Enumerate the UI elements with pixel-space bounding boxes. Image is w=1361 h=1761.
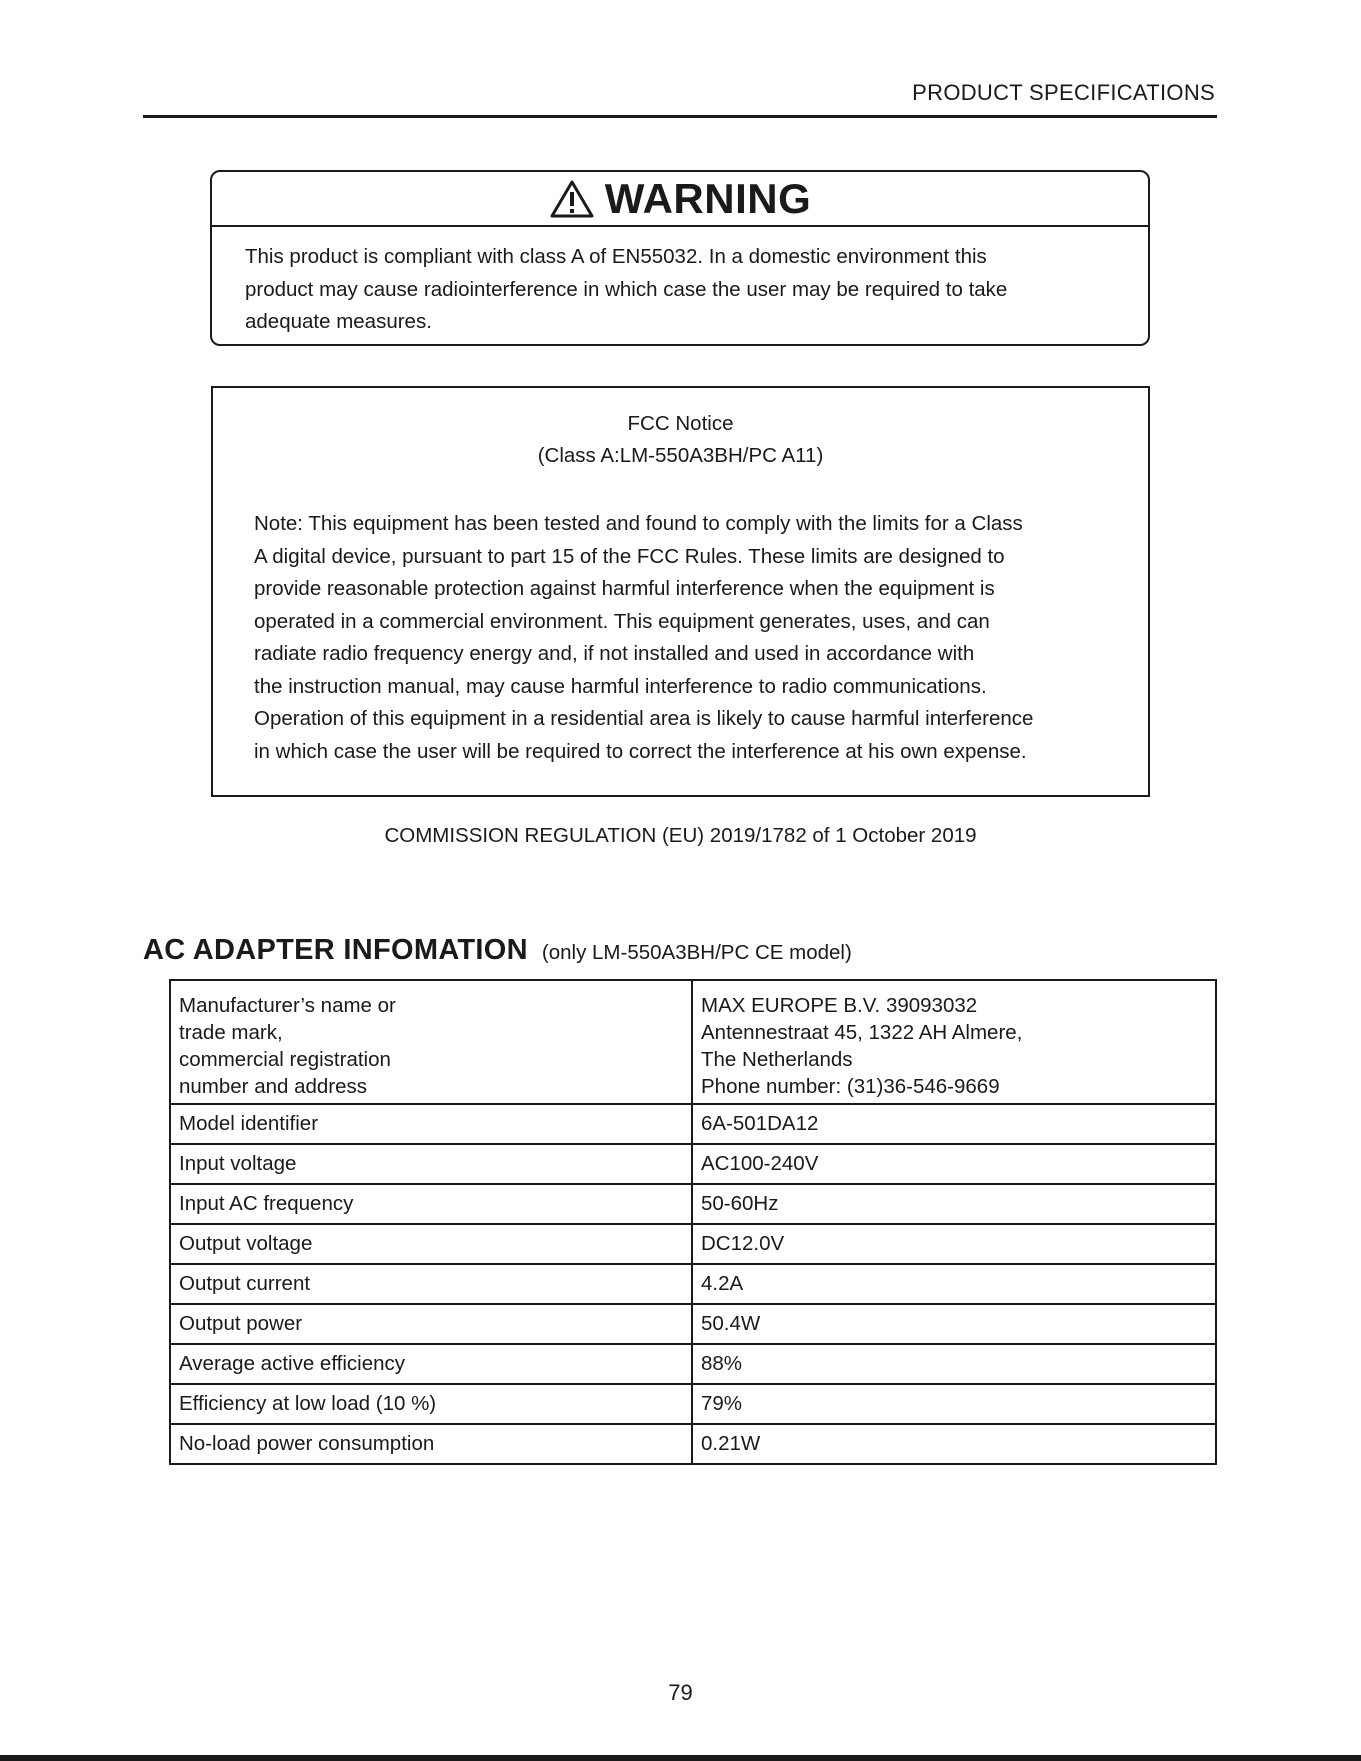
- spec-value-cell: 88%: [692, 1344, 1216, 1384]
- table-row: [170, 1264, 1216, 1304]
- spec-label-cell: Output power: [170, 1304, 692, 1344]
- adapter-section-title: [143, 934, 852, 967]
- manufacturer-label-cell: [170, 980, 692, 1104]
- table-row: [170, 1224, 1216, 1264]
- fcc-line: operated in a commercial environment. This equipment generates, uses, and can: [254, 609, 990, 633]
- spec-value-cell: 6A-501DA12: [692, 1104, 1216, 1144]
- spec-value-cell: 4.2A: [692, 1264, 1216, 1304]
- warning-box: [210, 170, 1150, 346]
- adapter-model-note: (only LM-550A3BH/PC CE model): [541, 941, 852, 964]
- fcc-line: Note: This equipment has been tested and found to comply with the limits for a Class: [254, 512, 1023, 535]
- table-row: [170, 1304, 1216, 1344]
- page-number: 79: [668, 1680, 693, 1705]
- warning-line: product may cause radiointerference in which case the user may be required to take: [245, 277, 1008, 301]
- regulation-reference: COMMISSION REGULATION (EU) 2019/1782 of 1 October 2019: [384, 824, 977, 847]
- warning-line: This product is compliant with class A of EN55032. In a domestic environment this: [245, 245, 987, 268]
- header-divider: [143, 115, 1217, 118]
- spec-label-cell: Efficiency at low load (10 %): [170, 1384, 692, 1424]
- spec-label-cell: No-load power consumption: [170, 1424, 692, 1464]
- spec-label-cell: Output voltage: [170, 1224, 692, 1264]
- warning-line: adequate measures.: [245, 310, 432, 333]
- cell-line: number and address: [179, 1075, 368, 1098]
- spec-label-cell: Input voltage: [170, 1144, 692, 1184]
- fcc-line: Operation of this equipment in a residential area is likely to cause harmful interference: [254, 707, 1034, 730]
- spec-value-cell: 0.21W: [692, 1424, 1216, 1464]
- table-row: [170, 1184, 1216, 1224]
- fcc-title: FCC Notice: [627, 412, 734, 435]
- fcc-text: [254, 508, 1128, 768]
- spec-value-cell: 50-60Hz: [692, 1184, 1216, 1224]
- warning-title: WARNING: [604, 174, 812, 222]
- spec-label-cell: Model identifier: [170, 1104, 692, 1144]
- spec-value-cell: DC12.0V: [692, 1224, 1216, 1264]
- spec-value-cell: 79%: [692, 1384, 1216, 1424]
- spec-label-cell: Output current: [170, 1264, 692, 1304]
- warning-text: [212, 227, 1148, 339]
- warning-header: [212, 172, 1148, 227]
- cell-line: Manufacturer’s name or: [179, 994, 396, 1017]
- fcc-line: the instruction manual, may cause harmful interference to radio communications.: [254, 674, 987, 698]
- fcc-line: A digital device, pursuant to part 15 of the FCC Rules. These limits are designed to: [254, 544, 1005, 568]
- page-bottom-edge: [0, 1755, 1361, 1761]
- page-header-title: PRODUCT SPECIFICATIONS: [912, 80, 1215, 105]
- fcc-line: provide reasonable protection against harmful interference when the equipment is: [254, 577, 995, 600]
- cell-line: Antennestraat 45, 1322 AH Almere,: [701, 1021, 1023, 1044]
- fcc-line: in which case the user will be required to correct the interference at his own expense.: [254, 739, 1027, 763]
- fcc-line: radiate radio frequency energy and, if not installed and used in accordance with: [254, 642, 975, 665]
- cell-line: The Netherlands: [701, 1048, 853, 1071]
- cell-line: commercial registration: [179, 1048, 391, 1071]
- fcc-notice-box: [211, 386, 1150, 797]
- adapter-title: AC ADAPTER INFOMATION: [143, 934, 528, 966]
- adapter-spec-table: [169, 979, 1217, 1465]
- table-row: [170, 1424, 1216, 1464]
- manufacturer-value-cell: [692, 980, 1216, 1104]
- fcc-subtitle: (Class A:LM-550A3BH/PC A11): [537, 444, 824, 467]
- spec-value-cell: AC100-240V: [692, 1144, 1216, 1184]
- table-row: [170, 980, 1216, 1104]
- spec-label-cell: Input AC frequency: [170, 1184, 692, 1224]
- spec-label-cell: Average active efficiency: [170, 1344, 692, 1384]
- warning-triangle-icon: [549, 179, 595, 219]
- table-row: [170, 1344, 1216, 1384]
- cell-line: Phone number: (31)36-546-9669: [701, 1075, 1000, 1098]
- cell-line: MAX EUROPE B.V. 39093032: [701, 994, 978, 1017]
- table-row: [170, 1144, 1216, 1184]
- spec-value-cell: 50.4W: [692, 1304, 1216, 1344]
- table-row: [170, 1104, 1216, 1144]
- cell-line: trade mark,: [179, 1021, 283, 1044]
- table-row: [170, 1384, 1216, 1424]
